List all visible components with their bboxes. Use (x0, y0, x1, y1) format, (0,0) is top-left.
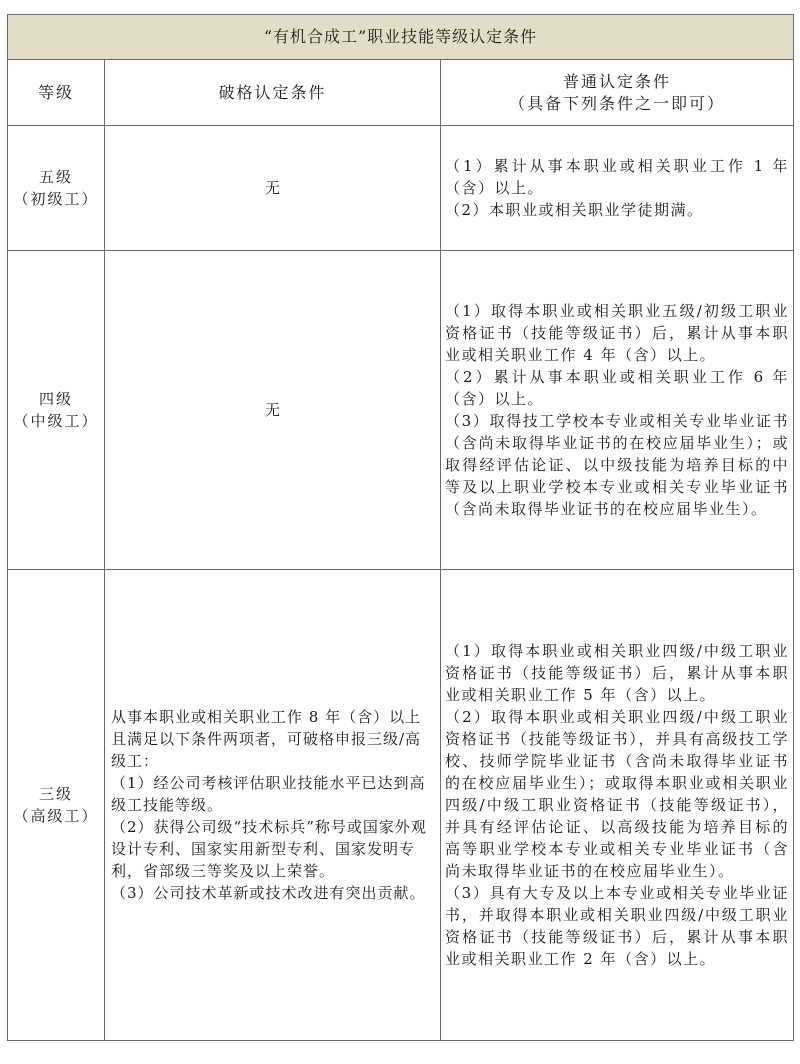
table-row (8, 251, 794, 570)
normal-cell (441, 251, 794, 570)
level-name: 五级 (38, 168, 73, 186)
condition-item: （2）本职业或相关职业学徒期满。 (445, 201, 704, 219)
level-grade: （中级工） (13, 412, 99, 430)
condition-item: （2）取得本职业或相关职业四级/中级工职业资格证书（技能等级证书），并具有高级技工学校、技师学院毕业证书（含尚未取得毕业证书的在校应届毕业生）；或取得本职业或相关职业四级/中级工职业资格证书（技能等级证书），并具有经评估论证、以高级技能为培养目标的高等职业学校本专业或相关专业毕业证书（含尚未取得毕业证书的在校应届毕业生）。 (445, 708, 790, 880)
table-row (8, 570, 794, 1041)
header-normal-line1: 普通认定条件 (563, 71, 672, 91)
breakout-item: （3）公司技术革新或技术改进有突出贡献。 (111, 884, 426, 902)
normal-cell (441, 126, 794, 251)
table-row (8, 126, 794, 251)
level-grade: （高级工） (13, 807, 99, 825)
condition-item: （1）取得本职业或相关职业四级/中级工职业资格证书（技能等级证书）后，累计从事本职业或相关职业工作 5 年（含）以上。 (445, 642, 790, 704)
level-cell (8, 126, 105, 251)
header-level: 等级 (8, 60, 105, 126)
level-name: 三级 (38, 785, 73, 803)
level-name: 四级 (38, 390, 73, 408)
header-row (8, 60, 794, 126)
header-normal-conditions (441, 60, 794, 126)
level-cell (8, 251, 105, 570)
level-cell (8, 570, 105, 1041)
condition-item: （3）取得技工学校本专业或相关专业毕业证书（含尚未取得毕业证书的在校应届毕业生）；或取得经评估论证、以中级技能为培养目标的中等及以上职业学校本专业或相关专业毕业证书（含尚未取得毕业证书的在校应届毕业生）。 (445, 412, 790, 518)
breakout-cell: 无 (105, 126, 441, 251)
breakout-intro: 从事本职业或相关职业工作 8 年（含）以上且满足以下条件两项者，可破格申报三级/高级工： (111, 708, 422, 770)
condition-item: （1）累计从事本职业或相关职业工作 1 年（含）以上。 (445, 157, 790, 197)
table-title-row (8, 15, 794, 60)
level-grade: （初级工） (13, 190, 99, 208)
breakout-item: （2）获得公司级“技术标兵”称号或国家外观设计专利、国家实用新型专利、国家发明专利，省部级三等奖及以上荣誉。 (111, 818, 427, 880)
certification-conditions-table (7, 14, 794, 1041)
normal-cell (441, 570, 794, 1041)
condition-item: （3）具有大专及以上本专业或相关专业毕业证书，并取得本职业或相关职业四级/中级工职业资格证书（技能等级证书）后，累计从事本职业或相关职业工作 2 年（含）以上。 (445, 884, 790, 968)
breakout-cell (105, 570, 441, 1041)
table-title: “有机合成工”职业技能等级认定条件 (8, 15, 794, 60)
breakout-cell: 无 (105, 251, 441, 570)
header-normal-line2: （具备下列条件之一即可） (509, 93, 726, 113)
condition-item: （1）取得本职业或相关职业五级/初级工职业资格证书（技能等级证书）后，累计从事本职业或相关职业工作 4 年（含）以上。 (445, 302, 790, 364)
condition-item: （2）累计从事本职业或相关职业工作 6 年（含）以上。 (445, 368, 790, 408)
breakout-item: （1）经公司考核评估职业技能水平已达到高级工技能等级。 (111, 774, 426, 814)
header-breakout-conditions: 破格认定条件 (105, 60, 441, 126)
